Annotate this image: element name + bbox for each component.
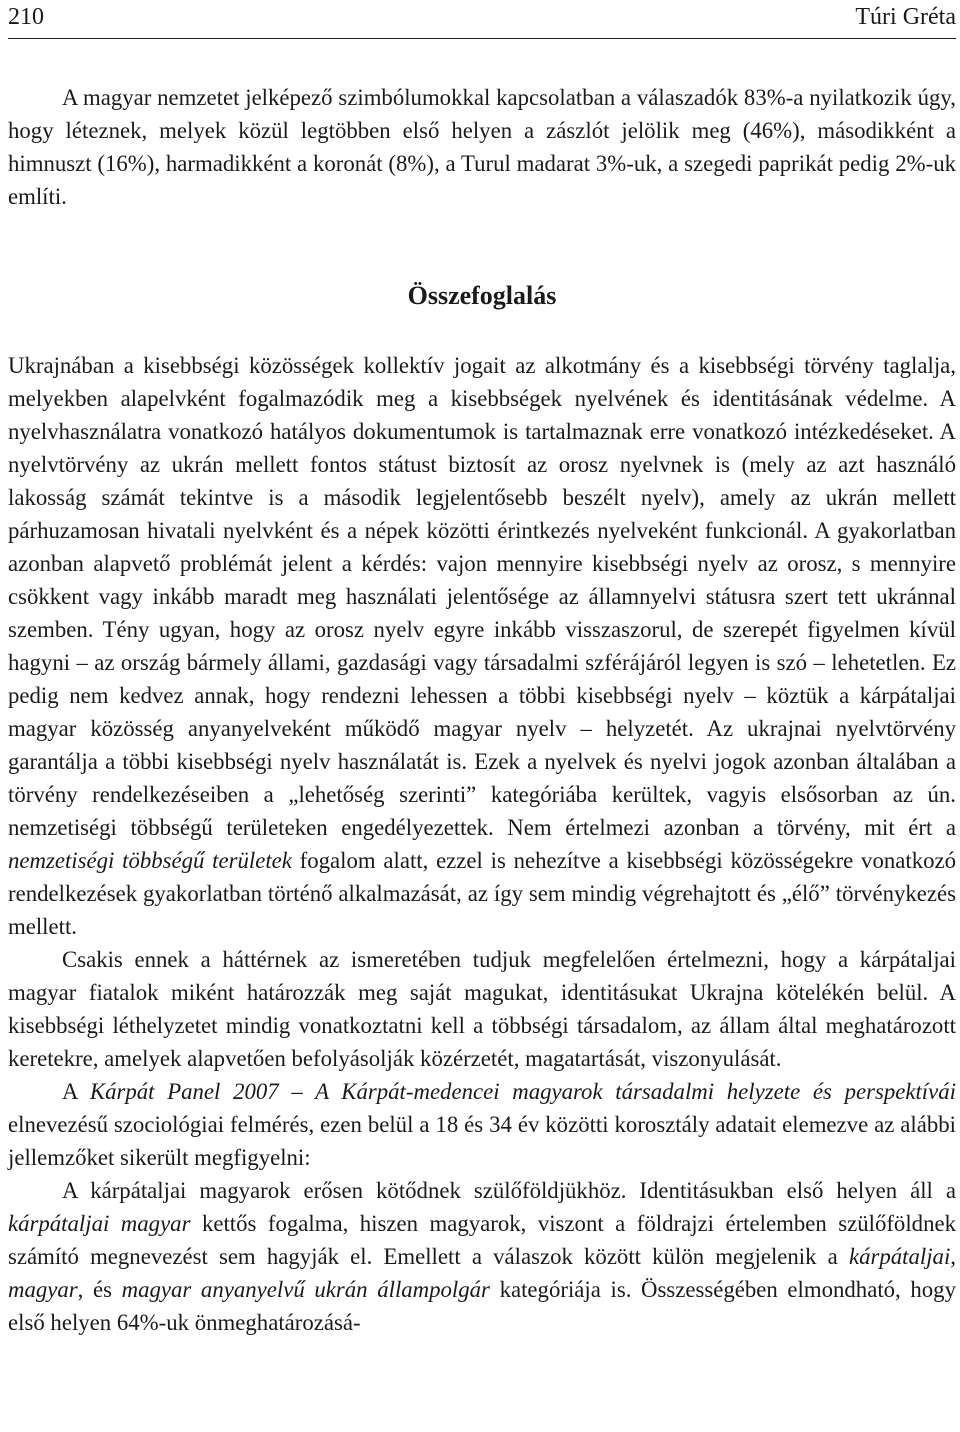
text-run: elnevezésű szociológiai felmérés, ezen belül a 18 és 34 év közötti korosztály adatait elemezve az alábbi jellemzőket sikerült megfigyelni: (8, 1112, 956, 1170)
paragraph-symbols: A magyar nemzetet jelképező szimbólumokkal kapcsolatban a válaszadók 83%-a nyilatkozik úgy, hogy léteznek, melyek közül legtöbben első helyen a zászlót jelölik meg (46%), másodikként a himnuszt (16%), harmadikként a koronát (8%), a Turul madarat 3%-uk, a szegedi paprikát pedig 2%-uk említi. (8, 85, 956, 209)
paragraph-identity (8, 1174, 956, 1339)
text-run: Ukrajnában a kisebbségi közösségek kollektív jogait az alkotmány és a kisebbségi törvény taglalja, melyekben alapelvként fogalmazódik meg a kisebbségek nyelvének és identitásának védelme. A nyelvhasználatra vonatkozó hatályos dokumentumok is tartalmaznak erre vonatkozó intézkedéseket. A nyelvtörvény az ukrán mellett fontos státust biztosít az orosz nyelvnek is (mely az azt használó lakosság számát tekintve is a második legjelentősebb beszélt nyelv), amely az ukrán mellett párhuzamosan hivatali nyelvként és a népek közötti érintkezés nyelveként funkcionál. A gyakorlatban azonban alapvető problémát jelent a kérdés: vajon mennyire kisebbségi nyelv az orosz, s mennyire csökkent vagy inkább maradt meg használati jelentősége az államnyelvi státusra szert tett ukránnal szemben. Tény ugyan, hogy az orosz nyelv egyre inkább visszaszorul, de szerepét figyelmen kívül hagyni – az ország bármely állami, gazdasági vagy társadalmi szférájáról legyen is szó – lehetetlen. Ez pedig nem kedvez annak, hogy rendezni lehessen a többi kisebbségi nyelv – köztük a kárpátaljai magyar közösség anyanyelveként működő magyar nyelv – helyzetét. Az ukrajnai nyelvtörvény garantálja a többi kisebbségi nyelv használatát is. Ezek a nyelvek és nyelvi jogok azonban általában a törvény rendelkezéseiben a „lehetőség szerinti” kategóriába kerültek, vagyis elsősorban az ún. nemzetiségi többségű területeken engedélyezettek. Nem értelmezi azonban a törvény, mit ért a (8, 353, 956, 840)
italic-term: nemzetiségi többségű területek (8, 848, 292, 873)
text-run: , (950, 1244, 956, 1269)
running-header (8, 0, 956, 39)
text-run: kategóriája is. Összességében elmondható, hogy első helyen 64%-uk önmeghatározásá- (8, 1277, 956, 1335)
italic-term: magyar anyanyelvű ukrán állampolgár (121, 1277, 490, 1302)
italic-term: magyar (8, 1277, 78, 1302)
italic-term: kárpátaljai magyar (8, 1211, 191, 1236)
text-run: fogalom alatt, ezzel is nehezítve a kisebbségi közösségekre vonatkozó rendelkezések gyakorlatban történő alkalmazását, az így sem mindig végrehajtott és „élő” törvénykezés mellett. (8, 848, 957, 939)
paragraph-summary (8, 349, 956, 943)
section-title: Összefoglalás (407, 281, 557, 310)
page-number: 210 (8, 4, 44, 30)
italic-survey-title: Kárpát Panel 2007 – A Kárpát-medencei magyarok társadalmi helyzete és perspektívái (89, 1079, 956, 1104)
paragraph-background: Csakis ennek a háttérnek az ismeretében tudjuk megfelelően értelmezni, hogy a kárpátaljai magyar fiatalok miként határozzák meg saját magukat, identitásukat Ukrajna kötelékén belül. A kisebbségi léthelyzetet mindig vonatkoztatni kell a többségi társadalom, az állam által meghatározott keretekre, amelyek alapvetően befolyásolják közérzetét, magatartását, viszonyulását. (8, 947, 956, 1071)
text-run: kettős fogalma, hiszen magyarok, viszont a földrajzi értelemben szülőföldnek számító megnevezést sem hagyják el. Emellett a válaszok között külön megjelenik a (8, 1211, 956, 1269)
document-page (8, 0, 956, 1432)
italic-term: kárpátaljai (848, 1244, 951, 1269)
text-run: A kárpátaljai magyarok erősen kötődnek szülőföldjükhöz. Identitásukban első helyen áll a (62, 1178, 956, 1203)
body-text (8, 81, 956, 1339)
text-run: , és (77, 1277, 122, 1302)
author-name: Túri Gréta (855, 4, 956, 30)
paragraph-survey (8, 1075, 956, 1174)
text-run: A (62, 1079, 90, 1104)
